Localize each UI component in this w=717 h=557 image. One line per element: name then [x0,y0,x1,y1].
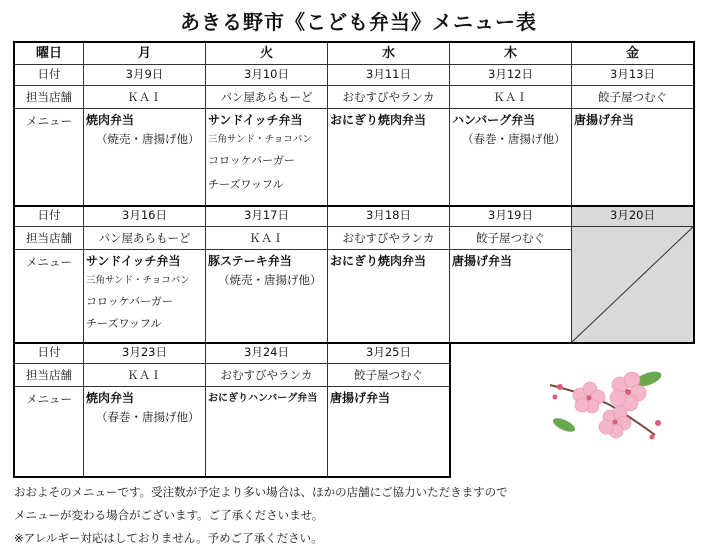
page-title: あきる野市《こども弁当》メニュー表 [180,10,537,34]
menu-cell [328,387,450,477]
header-wed: 水 [328,42,450,65]
menu-cell [572,109,694,206]
label-store: 担当店舗 [14,86,84,109]
store-cell: おむすびやランカ [328,227,450,250]
menu-main: 豚ステーキ弁当 [208,254,292,268]
date-cell: 3月10日 [206,65,328,86]
store-cell: 餃子屋つむぐ [450,227,572,250]
menu-side: コロッケバーガー [86,295,173,308]
date-cell: 3月25日 [328,343,450,364]
note-line-3: ※アレルギー対応はしておりません。予めご了承ください。 [14,531,323,545]
label-menu: メニュー [14,109,84,206]
menu-side: （焼売・唐揚げ他） [218,273,322,287]
store-cell: ＫＡＩ [84,86,206,109]
label-date: 日付 [14,65,84,86]
date-cell: 3月17日 [206,206,328,227]
store-cell: ＫＡＩ [206,227,328,250]
header-thu: 木 [450,42,572,65]
store-cell: パン屋あらもーど [84,227,206,250]
label-date: 日付 [14,343,84,364]
store-cell: ＫＡＩ [84,364,206,387]
menu-main: おにぎり焼肉弁当 [330,113,427,127]
menu-cell [328,250,450,343]
menu-main: サンドイッチ弁当 [208,113,303,127]
menu-cell [206,109,328,206]
note-line-2: メニューが変わる場合がございます。ご了承くださいませ。 [14,508,324,522]
menu-side: （春巻・唐揚げ他） [462,132,566,146]
header-fri: 金 [572,42,694,65]
menu-main: 唐揚げ弁当 [330,391,391,405]
closed-day-block [572,227,694,343]
menu-cell [84,109,206,206]
label-menu: メニュー [14,387,84,477]
date-cell: 3月18日 [328,206,450,227]
menu-main: サンドイッチ弁当 [86,254,181,268]
menu-cell [328,109,450,206]
menu-side: （春巻・唐揚げ他） [96,410,200,424]
menu-cell [206,250,328,343]
date-cell: 3月12日 [450,65,572,86]
store-cell: 餃子屋つむぐ [572,86,694,109]
menu-side: （焼売・唐揚げ他） [96,132,200,146]
menu-side: 三角サンド・チョコパン [208,134,312,145]
menu-cell [84,250,206,343]
date-cell: 3月16日 [84,206,206,227]
note-line-1: おおよそのメニューです。受注数が予定より多い場合は、ほかの店舗にご協力いただきますので [14,485,508,499]
menu-cell [450,109,572,206]
store-cell: ＫＡＩ [450,86,572,109]
menu-side: チーズワッフル [208,178,284,191]
store-cell: 餃子屋つむぐ [328,364,450,387]
menu-side: 三角サンド・チョコパン [86,275,190,286]
menu-side: コロッケバーガー [208,154,295,167]
cherry-blossom-icon [540,365,670,445]
date-cell: 3月13日 [572,65,694,86]
menu-main: 焼肉弁当 [86,113,135,127]
header-weekday: 曜日 [14,42,84,65]
store-cell: おむすびやランカ [328,86,450,109]
menu-main: 焼肉弁当 [86,391,135,405]
menu-main: 唐揚げ弁当 [452,254,513,268]
date-cell: 3月9日 [84,65,206,86]
menu-main: 唐揚げ弁当 [574,113,635,127]
date-cell: 3月23日 [84,343,206,364]
header-tue: 火 [206,42,328,65]
date-cell-closed: 3月20日 [572,206,694,227]
label-menu: メニュー [14,250,84,343]
label-store: 担当店舗 [14,227,84,250]
date-cell: 3月24日 [206,343,328,364]
menu-cell [84,387,206,477]
menu-cell [450,250,572,343]
date-cell: 3月11日 [328,65,450,86]
store-cell: パン屋あらもーど [206,86,328,109]
store-cell: おむすびやランカ [206,364,328,387]
label-date: 日付 [14,206,84,227]
date-cell: 3月19日 [450,206,572,227]
menu-main: おにぎりハンバーグ弁当 [208,393,318,404]
header-mon: 月 [84,42,206,65]
menu-cell [206,387,328,477]
menu-main: おにぎり焼肉弁当 [330,254,427,268]
label-store: 担当店舗 [14,364,84,387]
menu-side: チーズワッフル [86,317,162,330]
diagonal-strike-icon [572,227,694,343]
menu-main: ハンバーグ弁当 [452,113,536,127]
